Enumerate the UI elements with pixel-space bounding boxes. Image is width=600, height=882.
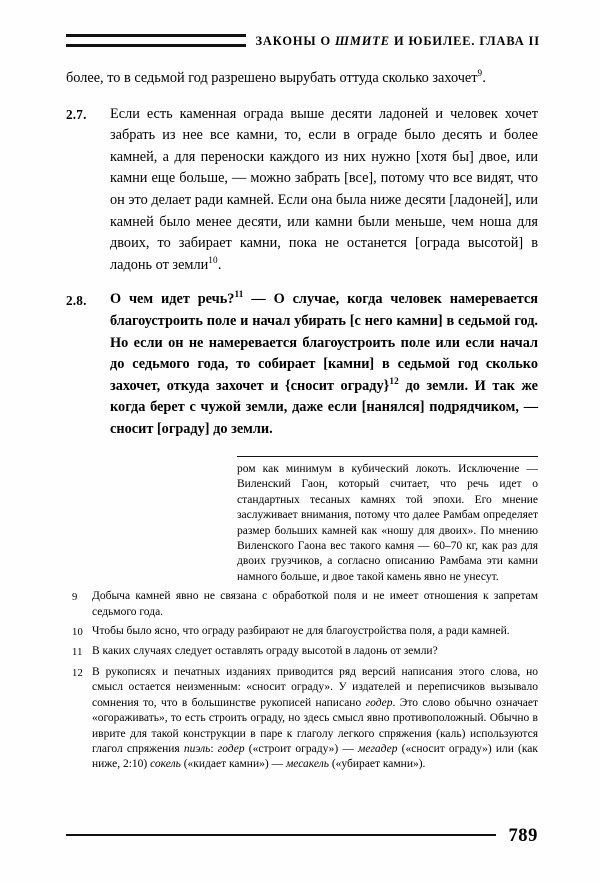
running-head-suffix: И ЮБИЛЕЕ. ГЛАВА II [389, 33, 540, 48]
italic-term: мегадер [358, 742, 398, 755]
section-2-7-body [110, 104, 538, 277]
folio-rule [66, 834, 496, 836]
footnote-block [66, 462, 538, 777]
footnote-item-12 [66, 665, 538, 773]
footnote-text-11: В каких случаях следует оставлять ограду высотой в ладонь от земли? [92, 645, 438, 658]
footnote-item-11 [66, 644, 538, 660]
running-head-text [255, 34, 540, 49]
running-head [66, 30, 540, 52]
section-2-8-number: 2.8. [66, 292, 87, 308]
italic-term: годер [365, 696, 393, 709]
text-run: («кидает камни») — [180, 758, 286, 771]
footnote-mark-10: 10 [72, 627, 83, 639]
footnote-item-9 [66, 589, 538, 620]
italic-term: пиэль [183, 742, 211, 755]
footnote-text-10: Чтобы было ясно, что ограду разбирают не для благоустройства поля, а ради камней. [92, 625, 510, 638]
text-run: («сносит ограду») или (как ниже, 2:10) [92, 742, 538, 771]
footnote-ref-11[interactable]: 11 [234, 289, 244, 300]
continued-paragraph [66, 68, 538, 90]
section-2-8 [66, 289, 538, 440]
footnote-ref-10[interactable]: 10 [208, 254, 218, 265]
footnote-mark-12: 12 [72, 667, 83, 679]
folio [66, 822, 538, 850]
footnote-item-10 [66, 624, 538, 640]
continued-paragraph-text: более, то в седьмой год разрешено вырубать оттуда сколько захочет [66, 70, 478, 86]
text-run: («убирает камни»). [328, 758, 426, 771]
italic-term: месакель [285, 758, 329, 771]
text-run: («строит ограду») — [244, 742, 358, 755]
footnote-ref-12[interactable]: 12 [389, 375, 399, 386]
footnote-text-12 [92, 665, 538, 773]
italic-term: годер [217, 742, 245, 755]
continued-paragraph-tail: . [482, 70, 486, 86]
section-2-8-text-part3: до земли. И так же когда берет с чужой земли, даже если [нанялся] подрядчиком, — сносит [ограду] до земли. [110, 377, 538, 437]
section-2-8-body [110, 289, 538, 440]
section-2-8-text-part1: О чем идет речь? [110, 291, 235, 308]
section-2-7-number: 2.7. [66, 107, 87, 123]
footnote-mark-9: 9 [72, 592, 78, 604]
footnote-text-9: Добыча камней явно не связана с обработкой поля и не имеет отношения к запретам седьмого года. [92, 590, 538, 618]
running-head-italic-word: ШМИТЕ [335, 33, 390, 48]
footnote-continuation-from-previous-page: ром как минимум в кубический локоть. Исключение — Виленский Гаон, который считает, что речь идет о стандартных тесаных камнях той эпохи. Его мнение заслуживает внимания, потому что далее Рамбам определяет размер больших камней как «ношу для двоих». По мнению Виленского Гаона вес такого камня — 60–70 кг, как раз для двоих грузчиков, а согласно описанию Рамбама эти камни намного больше, и двое такой камень явно не унесут. [237, 463, 538, 583]
section-2-8-text-part2: — О случае, когда человек намеревается благоустроить поле и начал убирать [с него камни] в седьмой год. Но если он не намеревается благоустроить поле или если начал до седьмого года, то собирает [камни] в седьмой год сколько захочет, откуда захочет и {сносит ограду} [110, 291, 539, 394]
running-head-prefix: ЗАКОНЫ О [255, 33, 335, 48]
italic-term: сокель [150, 758, 181, 771]
text-run: . Это слово обычно означает «огораживать», то есть строить ограду, но здесь смысл явно противоположный. Обычно в иврите для такой конструкции в паре к глаголу легкого спряжения (каль) используются глагол спряжения [92, 696, 538, 755]
running-head-rule [66, 34, 246, 47]
section-2-7 [66, 104, 538, 277]
section-2-7-tail: . [217, 256, 222, 273]
text-run: : [210, 742, 218, 755]
text-run: В рукописях и печатных изданиях приводится ряд версий написания этого слова, но смысл остается неизменным: «сносит ограду». У издателей и переписчиков вызывало сомнения то, что в большинстве рукописей написано [92, 665, 538, 709]
footnote-ref-9[interactable]: 9 [477, 68, 483, 79]
section-2-7-text: Если есть каменная ограда выше десяти ладоней и человек хочет забрать из нее все камни, то, если в ограде было десять и более камней, а для переноски каждого из них нужно [хотя бы] двое, или камни еще больше, — можно забрать [все], потому что все видят, что он это делает ради камней. Если она была ниже десяти [ладоней], или камней было менее десяти, или камни были меньше, чем ноша для двоих, то забирает камни, пока не останется [ограда высотой] в ладонь от земли [110, 105, 538, 273]
page-number: 789 [508, 825, 538, 846]
main-text-column [66, 68, 538, 453]
footnote-mark-11: 11 [72, 647, 83, 659]
footnote-separator-rule [237, 456, 538, 457]
